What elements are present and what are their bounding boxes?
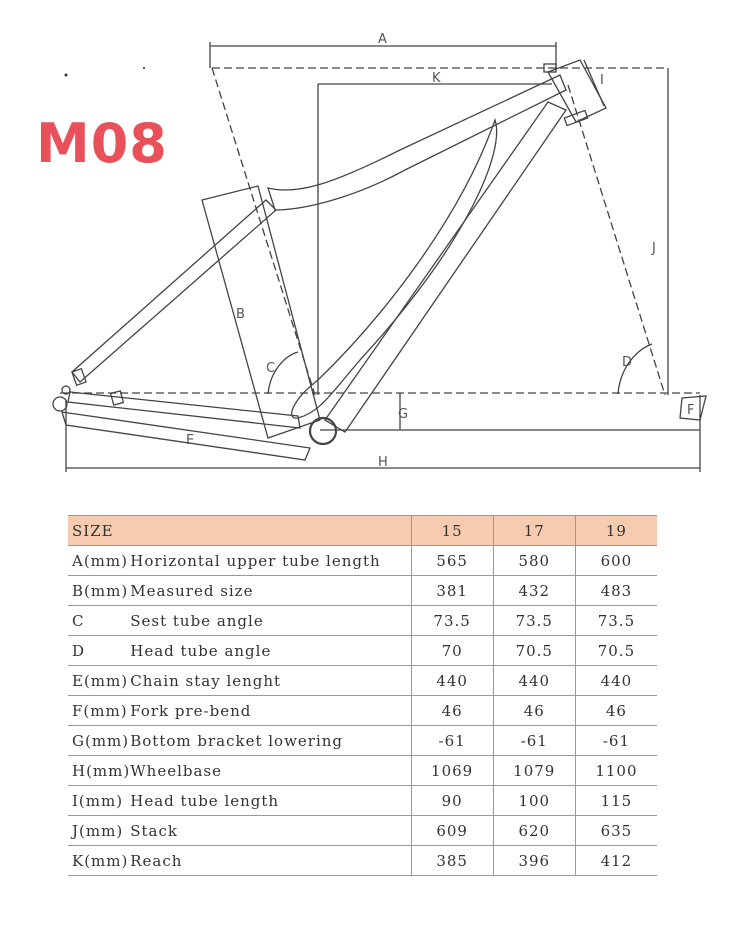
cell-15: 565 [411,546,493,576]
table-row [68,786,657,816]
cell-15: 385 [411,846,493,876]
header-size-15: 15 [411,516,493,546]
row-label: Sest tube angle [130,606,411,636]
seat-tube-curve [292,120,497,418]
cell-19: 1100 [575,756,657,786]
table-header-row [68,516,657,546]
table-row [68,726,657,756]
table-row [68,546,657,576]
cell-15: -61 [411,726,493,756]
cell-19: 600 [575,546,657,576]
row-code: F(mm) [68,696,130,726]
geometry-table [68,515,657,876]
label-c: C [266,361,276,376]
down-tube [325,102,566,432]
row-label: Wheelbase [130,756,411,786]
dot-mark [143,67,145,69]
row-code: J(mm) [68,816,130,846]
row-code: E(mm) [68,666,130,696]
cell-19: 412 [575,846,657,876]
cell-19: -61 [575,726,657,756]
table-row [68,606,657,636]
brake-mount [72,369,86,386]
label-i: I [600,73,604,88]
top-tube [268,75,566,210]
row-code: G(mm) [68,726,130,756]
cell-19: 440 [575,666,657,696]
header-size-19: 19 [575,516,657,546]
row-label: Head tube angle [130,636,411,666]
cell-15: 609 [411,816,493,846]
table-row [68,816,657,846]
chain-stay [68,392,300,428]
head-axis-line [568,85,665,395]
cell-17: 46 [493,696,575,726]
cell-17: 580 [493,546,575,576]
cell-15: 70 [411,636,493,666]
label-k: K [432,71,441,86]
label-b: B [236,307,245,322]
label-j: J [652,241,656,256]
cell-19: 73.5 [575,606,657,636]
cell-17: 73.5 [493,606,575,636]
cell-17: 1079 [493,756,575,786]
label-e: E [186,433,195,448]
cell-19: 483 [575,576,657,606]
cell-15: 440 [411,666,493,696]
cell-19: 70.5 [575,636,657,666]
cell-17: 70.5 [493,636,575,666]
cell-17: 100 [493,786,575,816]
cell-19: 635 [575,816,657,846]
cell-15: 73.5 [411,606,493,636]
row-code: B(mm) [68,576,130,606]
model-title: M08 [36,112,168,175]
cell-19: 46 [575,696,657,726]
table-row [68,666,657,696]
row-code: C [68,606,130,636]
row-code: I(mm) [68,786,130,816]
row-code: H(mm) [68,756,130,786]
cell-15: 381 [411,576,493,606]
row-code: K(mm) [68,846,130,876]
cell-17: -61 [493,726,575,756]
label-g: G [398,407,409,422]
row-label: Chain stay lenght [130,666,411,696]
cell-15: 1069 [411,756,493,786]
label-f: F [687,403,695,418]
header-size: SIZE [68,516,411,546]
dot-mark [65,74,68,77]
rear-dropout [53,397,67,411]
row-label: Stack [130,816,411,846]
label-d: D [622,355,633,370]
row-label: Bottom bracket lowering [130,726,411,756]
table-row [68,846,657,876]
header-size-17: 17 [493,516,575,546]
row-code: A(mm) [68,546,130,576]
label-a: A [378,32,387,47]
cell-15: 90 [411,786,493,816]
seat-axis-line [212,68,315,395]
table-row [68,696,657,726]
row-code: D [68,636,130,666]
row-label: Fork pre-bend [130,696,411,726]
table-row [68,576,657,606]
bottom-bracket [310,418,336,444]
row-label: Measured size [130,576,411,606]
table-row [68,636,657,666]
label-h: H [378,455,388,470]
row-label: Horizontal upper tube length [130,546,411,576]
cell-19: 115 [575,786,657,816]
cell-17: 396 [493,846,575,876]
cell-17: 620 [493,816,575,846]
row-label: Head tube length [130,786,411,816]
table-row [68,756,657,786]
row-label: Reach [130,846,411,876]
cell-15: 46 [411,696,493,726]
cell-17: 440 [493,666,575,696]
cell-17: 432 [493,576,575,606]
